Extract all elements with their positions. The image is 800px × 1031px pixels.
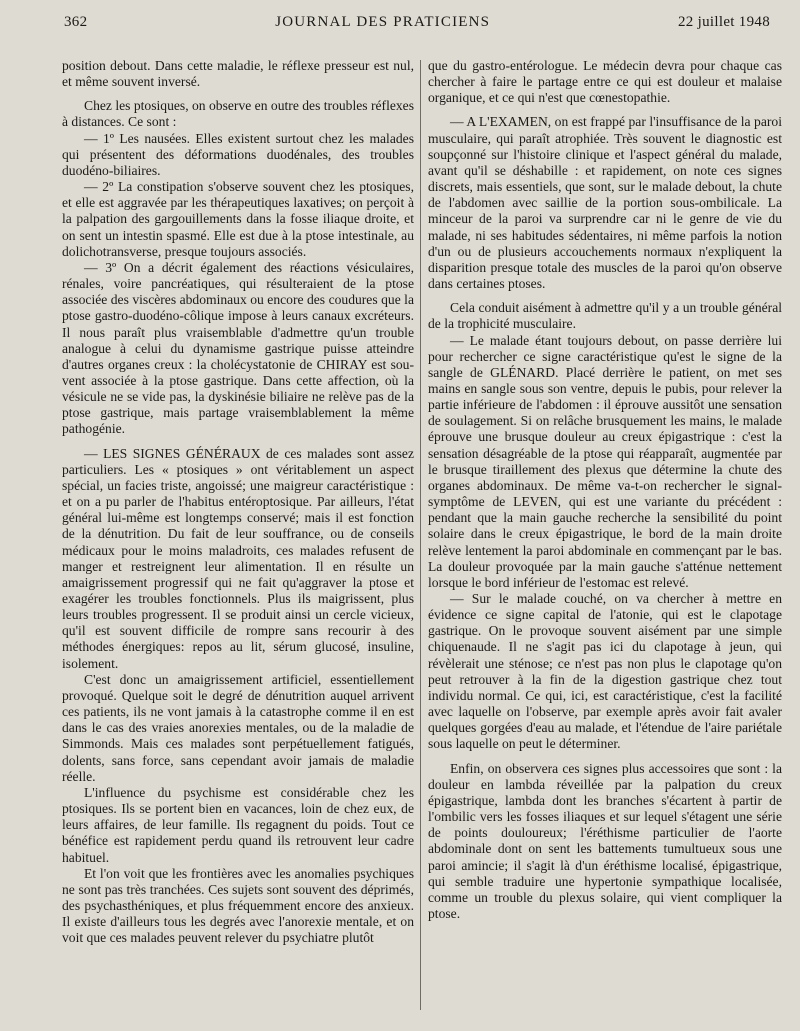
paragraph: Chez les ptosiques, on observe en outre des troubles réflexes à distances. Ce sont :: [62, 98, 414, 130]
paragraph: — A L'EXAMEN, on est frappé par l'insuffisance de la paroi musculaire, qui paraît atrophiée. Très souvent le diagnostic est soupçonné sur l'histoire clinique et l'aspect général du malade, avant qu'il se déshabille : et rapidement, on note ces signes discrets, mais essentiels, que sont, sur le malade debout, la chute de l'abdomen avec saillie de la portion sous-ombilicale. La minceur de la paroi va surprendre car ni le genre de vie du malade, ni ses habitudes sédentaires, ni même parfois la notion d'un ou de plusieurs accouchements normaux n'expliquent la disparition presque totale des muscles de la paroi qu'on observe dans certaines ptoses.: [428, 114, 782, 292]
paragraph: Cela conduit aisément à admettre qu'il y a un trouble général de la trophicité musculaire.: [428, 300, 782, 332]
paragraph: — 1º Les nausées. Elles existent surtout chez les malades qui présentent des déformations duodénales, des troubles duodéno-biliaires.: [62, 130, 414, 178]
right-column: [428, 58, 782, 922]
issue-date: 22 juillet 1948: [678, 14, 770, 30]
paragraph: — 3º On a décrit également des réactions vésiculaires, rénales, voire pancréatiques, qui résulteraient de la ptose associée des viscères abdominaux ou encore des coudures que la ptose gastro-duodéno-côlique impose à leurs canaux excréteurs. Il nous paraît plus vraisemblable d'admettre qu'un trouble analogue à celui du dynamisme gastrique puisse atteindre d'autres organes creux : la cholécystatonie de CHIRAY est souvent associée à la ptose gastrique. Dans cette affection, où la vésicule ne se vide pas, la dyskinésie biliaire ne relève pas de la ptose gastrique, mais partage vraisemblablement la même pathogénie.: [62, 259, 414, 437]
paragraph: que du gastro-entérologue. Le médecin devra pour chaque cas chercher à faire le partage entre ce qui est douleur et malaise organique, et ce qui n'est que cœnestopathie.: [428, 58, 782, 106]
paragraph: — 2º La constipation s'observe souvent chez les ptosiques, et elle est aggravée par les thérapeutiques laxatives; on perçoit à la palpation des gargouillements dans la fosse iliaque droite, et on sent un intestin spasmé. Elle est due à la ptose intestinale, au dolichotransverse, presque toujours associés.: [62, 179, 414, 259]
paragraph: Et l'on voit que les frontières avec les anomalies psychiques ne sont pas très tranchées. Ces sujets sont souvent des déprimés, des psychasthéniques, et plus fréquemment encore des anxieux. Il existe d'ailleurs tous les degrés avec l'anorexie mentale, et on voit que ces malades peuvent relever du psychiatre plutôt: [62, 865, 414, 946]
paragraph: Enfin, on observera ces signes plus accessoires que sont : la douleur en lambda réveillée par la palpation du creux épigastrique, lambda dont les branches s'écartent à partir de l'ombilic vers les fosses iliaques et sur lequel s'étagent une série de points douloureux; l'éréthisme particulier de l'aorte abdominale dont on sent les battements tumultueux sous une paroi amincie; il s'agit là d'un éréthisme localisé, épigastrique, qui semble traduire une hypertonie sympathique localisée, comme un trouble du plexus solaire, qui vient compliquer la ptose.: [428, 760, 782, 921]
paragraph: position debout. Dans cette maladie, le réflexe presseur est nul, et même souvent inversé.: [62, 58, 414, 90]
page-number: 362: [64, 14, 88, 30]
left-column: [62, 58, 414, 946]
paragraph: — Sur le malade couché, on va chercher à mettre en évidence ce signe capital de l'atonie, qui est le clapotage gastrique. On le provoque souvent aisément par une simple chiquenaude. Il ne s'agit pas ici du clapotage à jeun, qui révèlerait une sténose; ce n'est pas non plus le clapotage qu'on peut retrouver à la fin de la digestion gastrique chez tout individu normal. Ce qui, ici, est caractéristique, c'est la facilité avec laquelle on l'observe, par exemple après avoir fait avaler quelques gorgées d'eau au malade, et l'étendue de l'aire pariétale sous laquelle on peut le déterminer.: [428, 591, 782, 752]
paragraph: L'influence du psychisme est considérable chez les ptosiques. Ils se portent bien en vacances, loin de chez eux, de leurs affaires, de leur famille. Ils regagnent du poids. Tout ce bénéfice est rapidement perdu quand ils retrouvent leur cadre habituel.: [62, 784, 414, 865]
paragraph: — Le malade étant toujours debout, on passe derrière lui pour rechercher ce signe caractéristique qu'est le signe de la sangle de GLÉNARD. Placé derrière le patient, on met ses mains en sangle sous son ventre, depuis le pubis, pour relever la partie inférieure de l'abdomen : il éprouve aussitôt une sensation de soulagement. Si on relâche brusquement les mains, le malade éprouve une brusque douleur au creux épigastrique : c'est la sensation désagréable de la ptose qui réapparaît, augmentée par le brusque tiraillement des plexus que détermine la chute des organes abdominaux. De même va-t-on rechercher le signal-symptôme de LEVEN, qui est une variante du précédent : pendant que la main gauche recherche la sensibilité du point solaire dans le creux épigastrique, le bord de la main droite relève lentement la paroi abdominale en commençant par le bas. La douleur provoquée par la main gauche s'atténue nettement lorsque le bord inférieur de l'estomac est relevé.: [428, 332, 782, 590]
column-divider: [420, 60, 421, 1010]
paragraph: — LES SIGNES GÉNÉRAUX de ces malades sont assez particuliers. Les « ptosiques » ont véritablement un aspect spécial, un facies triste, angoissé; une maigreur caractéristique : et on a pu parler de l'habitus entéroptosique. Par ailleurs, l'état général lui-même est longtemps conservé; mais il est fonction de la dénutrition. Du fait de leur souffrance, ou de conseils médicaux pour le moins maladroits, ces malades refusent de manger et restreignent leur alimentation. Il en résulte un amaigrissement progressif qui ne fait qu'aggraver la ptose et exagérer les troubles fonctionnels. Plus ils maigrissent, plus leurs troubles progressent. Il se produit ainsi un cercle vicieux, qu'il est souvent difficile de rompre sans recourir à des méthodes énergiques: repos au lit, sérum glucosé, insuline, isolement.: [62, 445, 414, 671]
paragraph: C'est donc un amaigrissement artificiel, essentiellement provoqué. Quelque soit le degré de dénutrition auquel arrivent ces patients, ils ne vont jamais à la catastrophe comme il en est dans le cas des vraies anorexies mentales, ou de la maladie de Simmonds. Mais ces malades sont perpétuellement fatigués, dolents, sans force, sans cependant avoir jamais de maladie réelle.: [62, 671, 414, 784]
journal-title: JOURNAL DES PRATICIENS: [275, 14, 491, 30]
page-header: [64, 14, 770, 40]
